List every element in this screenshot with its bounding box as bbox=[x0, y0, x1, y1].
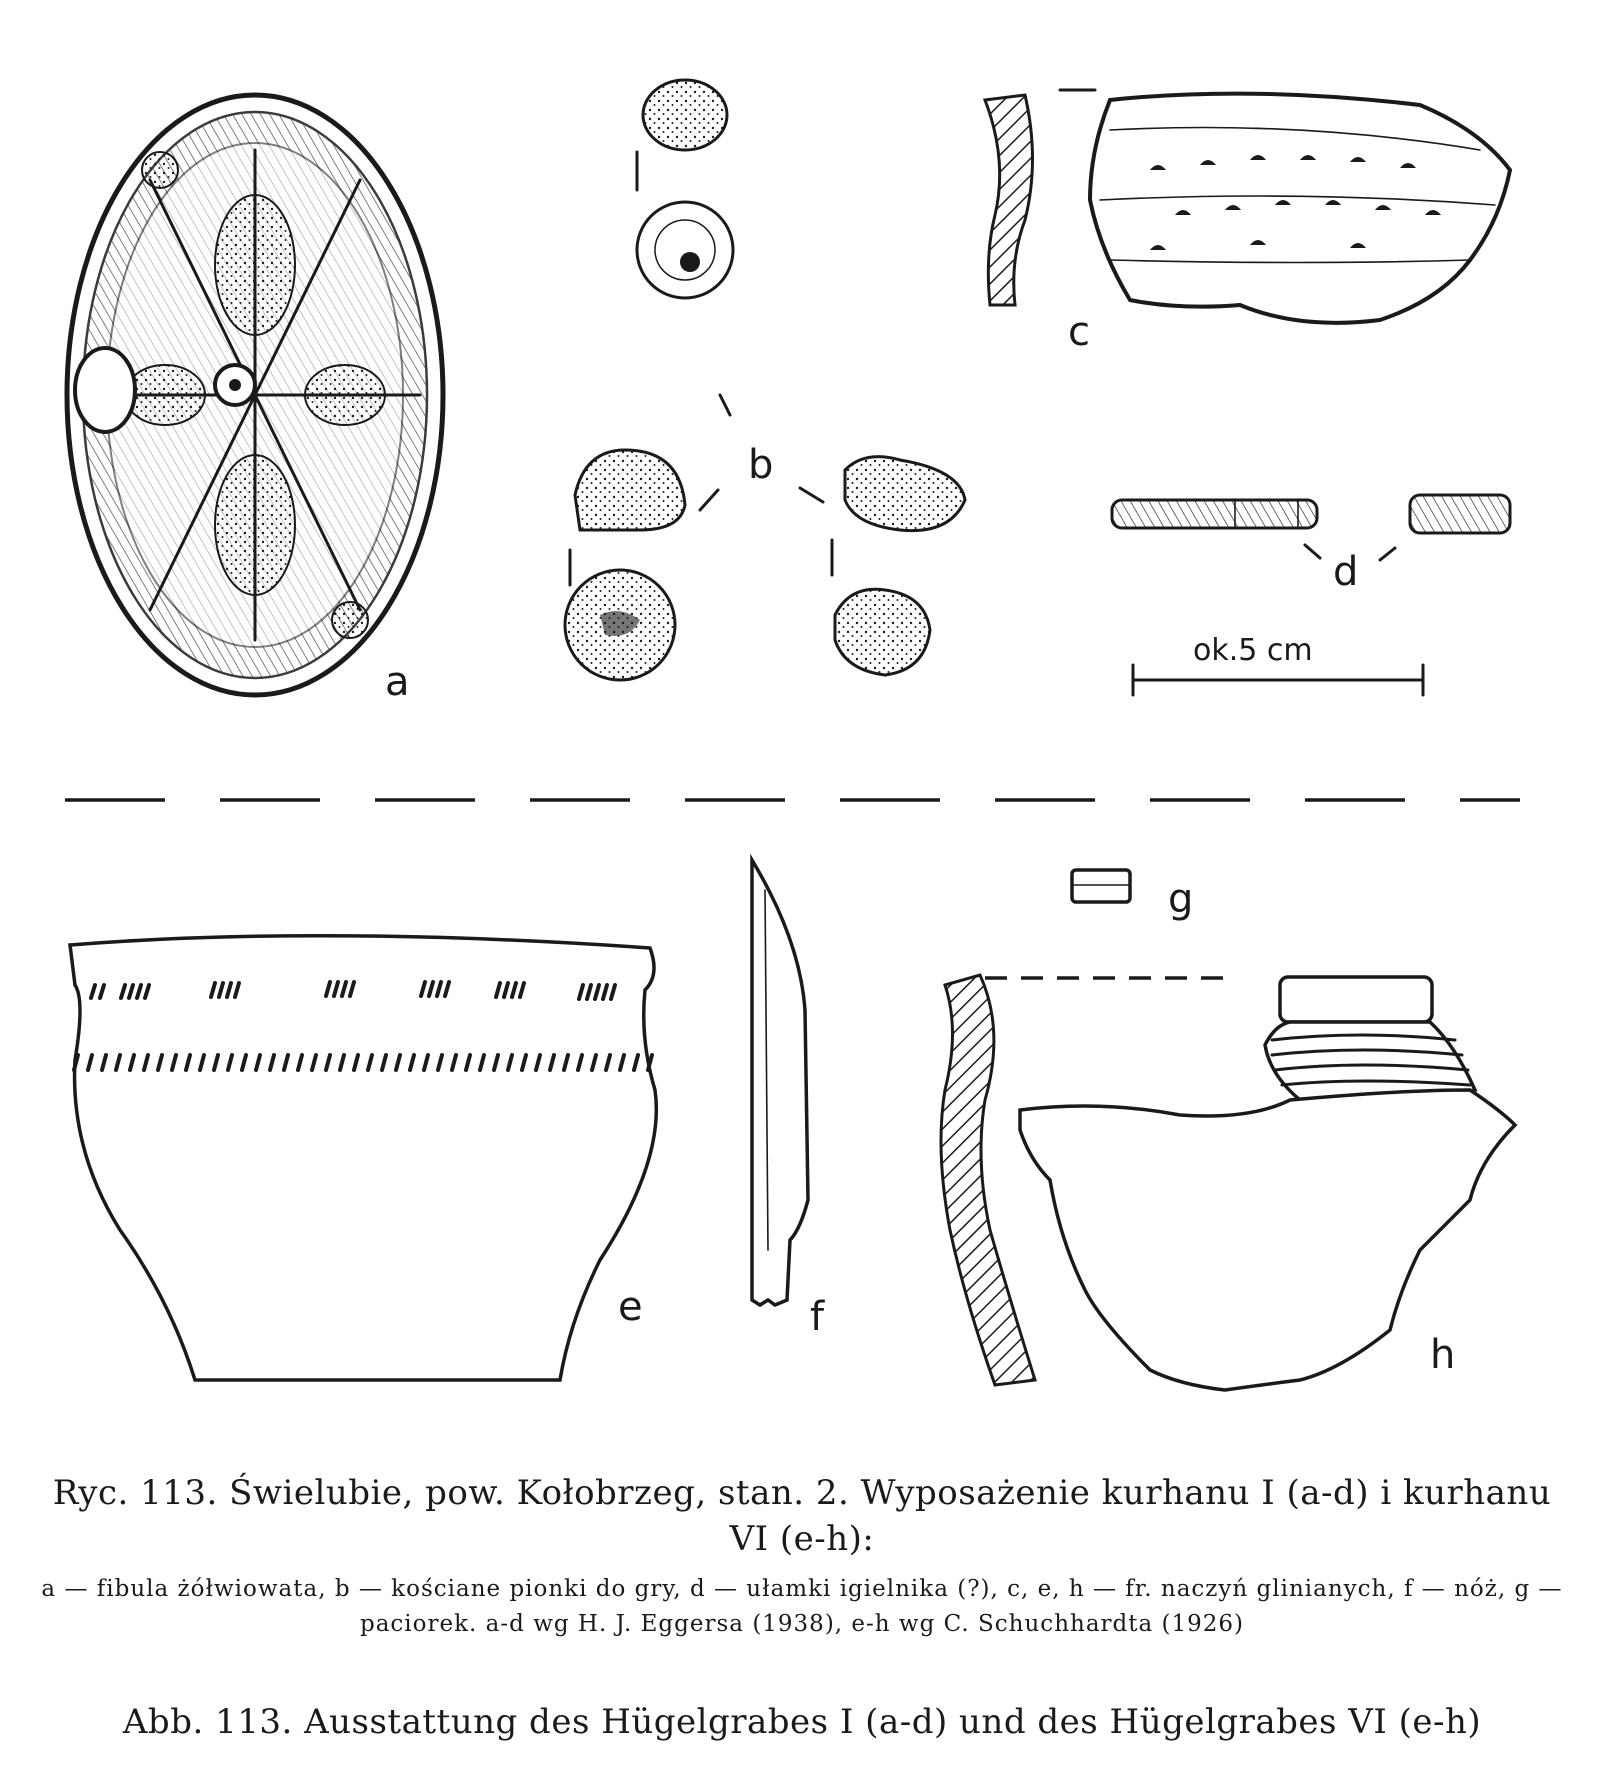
pot-e-drawing bbox=[70, 936, 656, 1380]
knife-drawing bbox=[752, 860, 808, 1305]
figure-caption-legend: a — fibula żółwiowata, b — kościane pionki do gry, d — ułamki igielnika (?), c, e, h — fr. naczyń glinianych, f — nóż, g — paciorek. a-d wg H. J. Eggersa (1938), e-h wg C. Schuchhardta (1926) bbox=[41, 1576, 1563, 1637]
label-f: f bbox=[810, 1294, 825, 1340]
figure-caption-polish: Ryc. 113. Świelubie, pow. Kołobrzeg, stan. 2. Wyposażenie kurhanu I (a-d) i kurhanu VI (e-h): bbox=[52, 1473, 1552, 1559]
figure-caption-german: Abb. 113. Ausstattung des Hügelgrabes I (a-d) und des Hügelgrabes VI (e-h) bbox=[122, 1702, 1482, 1742]
tortoise-brooch-drawing bbox=[67, 95, 443, 695]
label-b: b bbox=[748, 442, 774, 488]
gaming-pieces-drawing bbox=[565, 80, 965, 680]
label-h: h bbox=[1430, 1332, 1456, 1378]
label-c: c bbox=[1068, 309, 1090, 355]
scale-bar-label: ok.5 cm bbox=[1193, 633, 1313, 668]
bead-drawing bbox=[1072, 870, 1130, 902]
scale-bar bbox=[1133, 665, 1423, 695]
pottery-fragment-c-drawing bbox=[985, 90, 1510, 323]
needle-case-fragments-drawing bbox=[1112, 495, 1510, 560]
label-e: e bbox=[618, 1284, 643, 1330]
label-a: a bbox=[385, 659, 410, 705]
pottery-fragment-h-drawing bbox=[941, 975, 1515, 1390]
label-g: g bbox=[1168, 876, 1194, 922]
label-d: d bbox=[1333, 549, 1359, 595]
